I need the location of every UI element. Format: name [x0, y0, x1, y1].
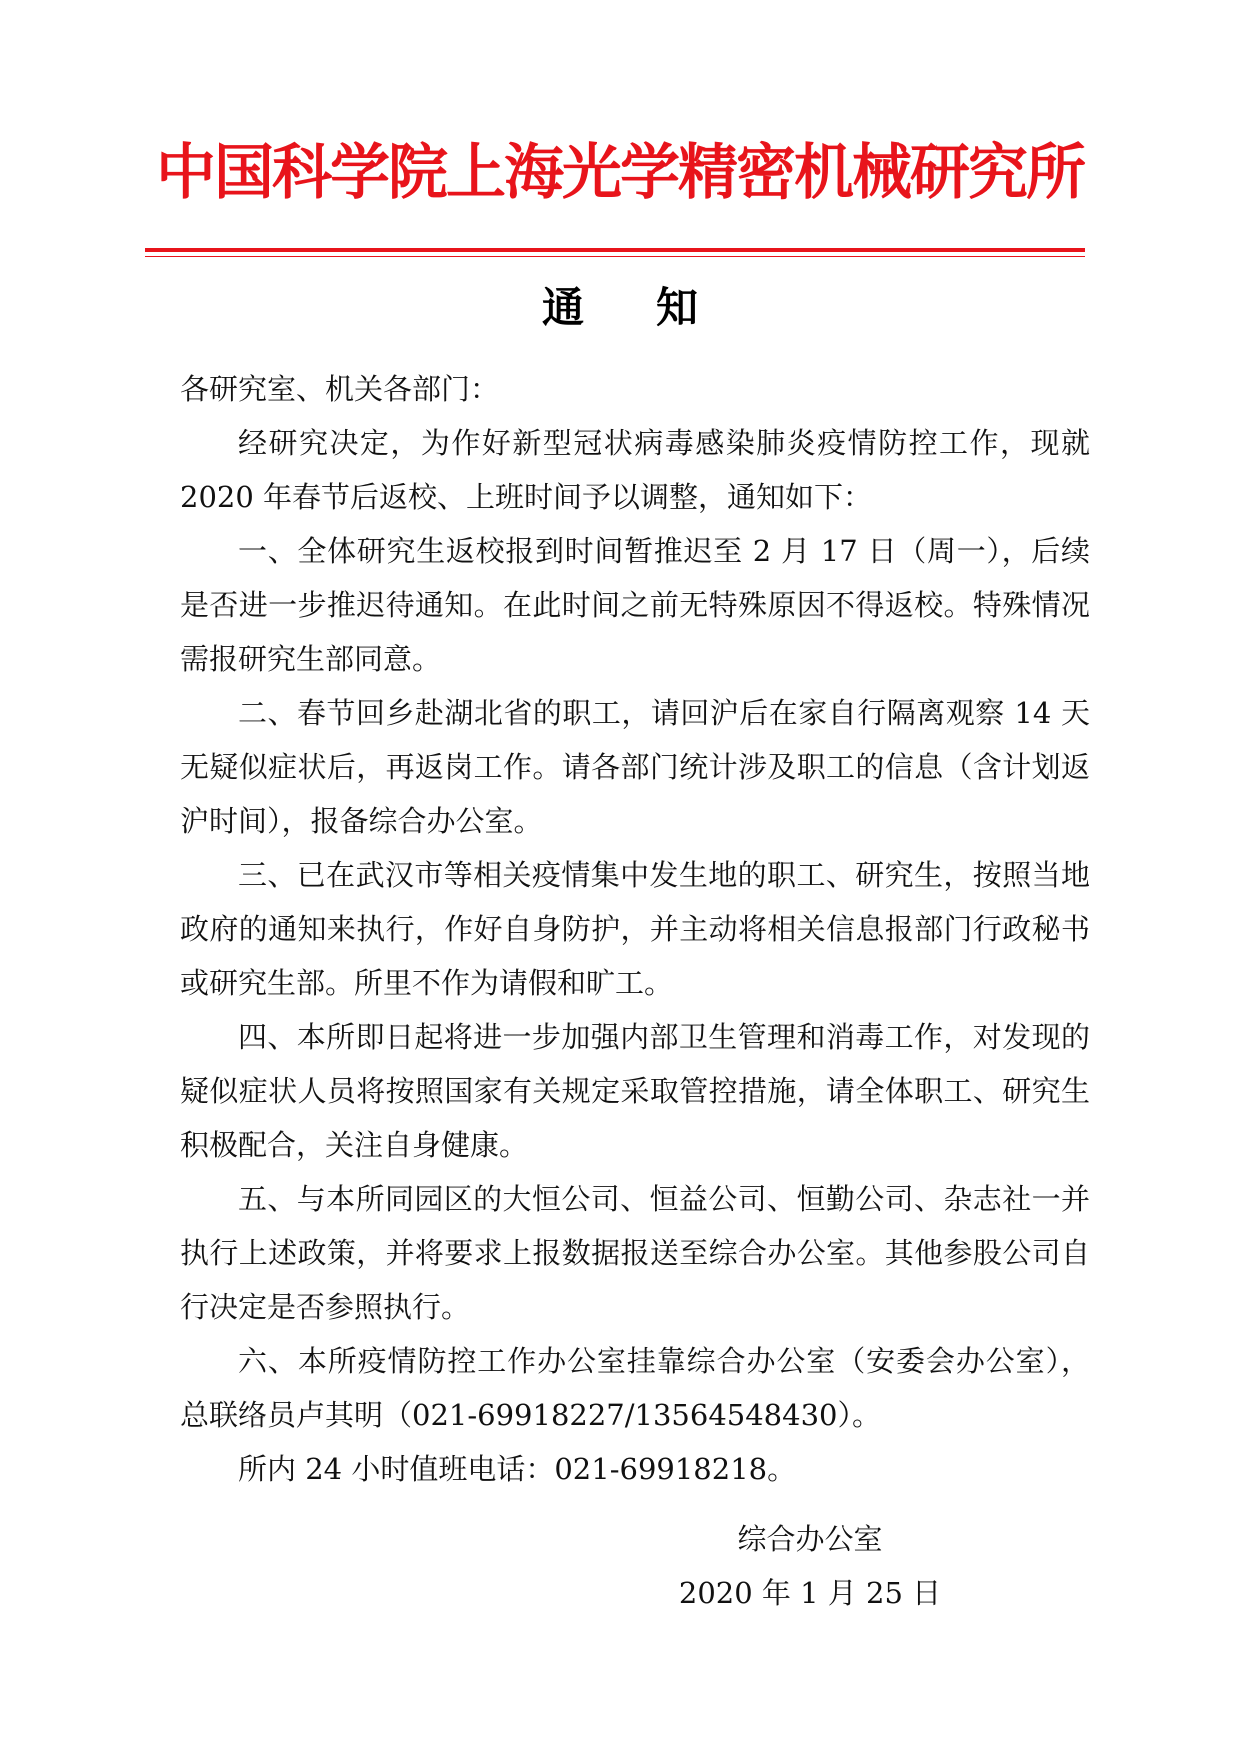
item-paragraph-2: 二、春节回乡赴湖北省的职工，请回沪后在家自行隔离观察 14 天无疑似症状后，再返岗工作。请各部门统计涉及职工的信息（含计划返沪时间），报备综合办公室。 [180, 696, 1090, 838]
notice-title [0, 278, 1240, 338]
letterhead-red-rule-thin [145, 256, 1085, 257]
item-paragraph-4: 四、本所即日起将进一步加强内部卫生管理和消毒工作，对发现的疑似症状人员将按照国家有关规定采取管控措施，请全体职工、研究生积极配合，关注自身健康。 [180, 1020, 1090, 1162]
notice-body [180, 362, 1090, 1496]
item-paragraph-5: 五、与本所同园区的大恒公司、恒益公司、恒勤公司、杂志社一并执行上述政策，并将要求上报数据报送至综合办公室。其他参股公司自行决定是否参照执行。 [180, 1182, 1090, 1324]
letterhead-title: 中国科学院上海光学精密机械研究所 [156, 138, 1084, 208]
duty-phone-paragraph: 所内 24 小时值班电话：021-69918218。 [238, 1452, 797, 1486]
notice-title-char-1: 通 [541, 283, 584, 332]
item-paragraph-3: 三、已在武汉市等相关疫情集中发生地的职工、研究生，按照当地政府的通知来执行，作好自身防护，并主动将相关信息报部门行政秘书或研究生部。所里不作为请假和旷工。 [180, 858, 1090, 1000]
item-paragraph-1: 一、全体研究生返校报到时间暂推迟至 2 月 17 日（周一），后续是否进一步推迟待通知。在此时间之前无特殊原因不得返校。特殊情况需报研究生部同意。 [180, 534, 1090, 676]
item-paragraph-6: 六、本所疫情防控工作办公室挂靠综合办公室（安委会办公室），总联络员卢其明（021-69918227/13564548430）。 [180, 1344, 1090, 1432]
signature-date: 2020 年 1 月 25 日 [678, 1576, 942, 1610]
notice-title-char-2: 知 [656, 283, 699, 332]
signature-department: 综合办公室 [737, 1522, 883, 1556]
salutation: 各研究室、机关各部门： [180, 372, 500, 406]
letterhead-red-rule-thick [145, 248, 1085, 252]
intro-paragraph: 经研究决定，为作好新型冠状病毒感染肺炎疫情防控工作，现就 2020 年春节后返校、上班时间予以调整，通知如下： [180, 426, 1090, 514]
